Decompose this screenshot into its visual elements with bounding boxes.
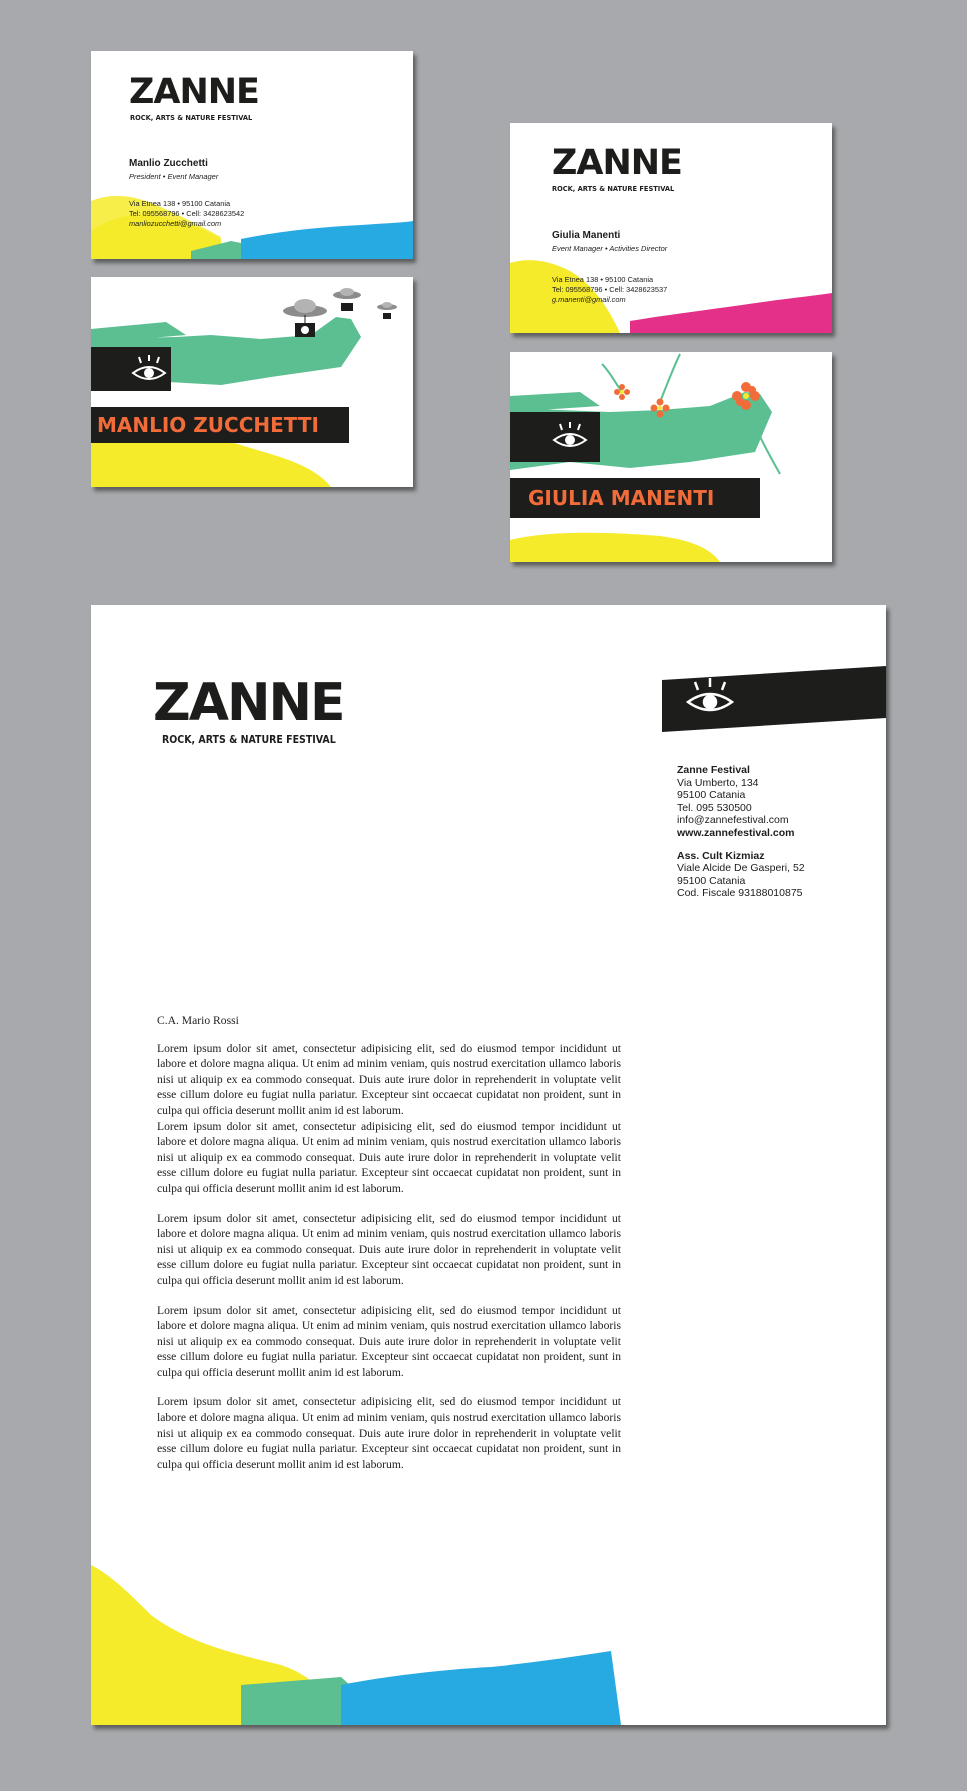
business-card-back-manlio: [91, 277, 413, 487]
zanne-logo: ZANNE: [153, 673, 344, 733]
contact-email: info@zannefestival.com: [677, 814, 789, 827]
flower-icon: [614, 384, 630, 400]
zanne-tagline: ROCK, ARTS & NATURE FESTIVAL: [162, 734, 336, 746]
festival-contact: [677, 764, 805, 900]
contact-tel: Tel. 095 530500: [677, 801, 752, 814]
color-splash: [91, 1565, 886, 1725]
contact-web: www.zannefestival.com: [677, 826, 795, 839]
card-illustration: [91, 277, 413, 487]
zanne-tagline: ROCK, ARTS & NATURE FESTIVAL: [552, 184, 675, 193]
letter-paragraph: Lorem ipsum dolor sit amet, consectetur adipisicing elit, sed do eiusmod tempor incididunt ut labore et dolore magna aliqua. Ut enim ad minim veniam, quis nostrud exercitation ullamco laboris nisi ut aliquip ex ea commodo consequat. Duis aute irure dolor in reprehenderit in voluptate velit esse cillum dolore eu fugiat nulla pariatur. Excepteur sint occaecat cupidatat non proident, sunt in culpa qui officia deserunt mollit anim id est laborum.: [157, 1395, 621, 1471]
card-address: Via Etnea 138 • 95100 Catania: [552, 275, 654, 284]
letter-recipient: C.A. Mario Rossi: [157, 1014, 239, 1027]
business-card-back-giulia: [510, 352, 832, 562]
card-phones: Tel: 095568796 • Cell: 3428623542: [129, 208, 245, 218]
card-email: manliozucchetti@gmail.com: [129, 218, 222, 228]
card-back-name: GIULIA MANENTI: [528, 486, 715, 510]
card-person-name: Giulia Manenti: [552, 230, 621, 241]
contact-city: 95100 Catania: [677, 789, 746, 802]
business-card-front-giulia: [510, 123, 832, 333]
contact-org: Zanne Festival: [677, 764, 750, 776]
ufo-icon: [377, 302, 397, 319]
assoc-org: Ass. Cult Kizmiaz: [677, 849, 765, 862]
card-back-name: MANLIO ZUCCHETTI: [97, 413, 319, 437]
zanne-logo: ZANNE: [129, 72, 259, 112]
letter-body: [157, 1013, 621, 1472]
letter-paragraph: Lorem ipsum dolor sit amet, consectetur adipisicing elit, sed do eiusmod tempor incididunt ut labore et dolore magna aliqua. Ut enim ad minim veniam, quis nostrud exercitation ullamco laboris nisi ut aliquip ex ea commodo consequat. Duis aute irure dolor in reprehenderit in voluptate velit esse cillum dolore eu fugiat nulla pariatur. Excepteur sint occaecat cupidatat non proident, sunt in culpa qui officia deserunt mollit anim id est laborum.: [157, 1211, 621, 1287]
zanne-logo: ZANNE: [552, 143, 682, 183]
eye-banner: [662, 662, 886, 736]
contact-street: Via Umberto, 134: [677, 776, 759, 789]
card-address: Via Etnea 138 • 95100 Catania: [129, 199, 231, 208]
zanne-tagline: ROCK, ARTS & NATURE FESTIVAL: [130, 113, 253, 122]
letterhead-page: [91, 605, 886, 1725]
name-banner: [510, 478, 760, 518]
business-card-front-manlio: [91, 51, 413, 259]
name-banner: [91, 407, 349, 443]
letter-paragraph: Lorem ipsum dolor sit amet, consectetur adipisicing elit, sed do eiusmod tempor incididunt ut labore et dolore magna aliqua. Ut enim ad minim veniam, quis nostrud exercitation ullamco laboris nisi ut aliquip ex ea commodo consequat. Duis aute irure dolor in reprehenderit in voluptate velit esse cillum dolore eu fugiat nulla pariatur. Excepteur sint occaecat cupidatat non proident, sunt in culpa qui officia deserunt mollit anim id est laborum.: [157, 1303, 621, 1379]
card-email: g.manenti@gmail.com: [552, 294, 626, 304]
letter-paragraph: Lorem ipsum dolor sit amet, consectetur adipisicing elit, sed do eiusmod tempor incididunt ut labore et dolore magna aliqua. Ut enim ad minim veniam, quis nostrud exercitation ullamco laboris nisi ut aliquip ex ea commodo consequat. Duis aute irure dolor in reprehenderit in voluptate velit esse cillum dolore eu fugiat nulla pariatur. Excepteur sint occaecat cupidatat non proident, sunt in culpa qui officia deserunt mollit anim id est laborum.: [157, 1119, 621, 1195]
card-illustration: [510, 352, 832, 562]
assoc-street: Viale Alcide De Gasperi, 52: [677, 862, 805, 875]
card-person-role: President • Event Manager: [129, 172, 219, 181]
card-person-role: Event Manager • Activities Director: [552, 244, 668, 253]
card-person-name: Manlio Zucchetti: [129, 158, 208, 169]
card-contact-block: [129, 199, 244, 229]
assoc-city: 95100 Catania: [677, 874, 746, 887]
letter-paragraph: Lorem ipsum dolor sit amet, consectetur adipisicing elit, sed do eiusmod tempor incididunt ut labore et dolore magna aliqua. Ut enim ad minim veniam, quis nostrud exercitation ullamco laboris nisi ut aliquip ex ea commodo consequat. Duis aute irure dolor in reprehenderit in voluptate velit esse cillum dolore eu fugiat nulla pariatur. Excepteur sint occaecat cupidatat non proident, sunt in culpa qui officia deserunt mollit anim id est laborum.: [157, 1041, 621, 1117]
card-phones: Tel: 095568796 • Cell: 3428623537: [552, 284, 668, 294]
ufo-icon: [333, 288, 361, 311]
assoc-fiscal: Cod. Fiscale 93188010875: [677, 887, 803, 900]
card-contact-block: [552, 275, 667, 305]
